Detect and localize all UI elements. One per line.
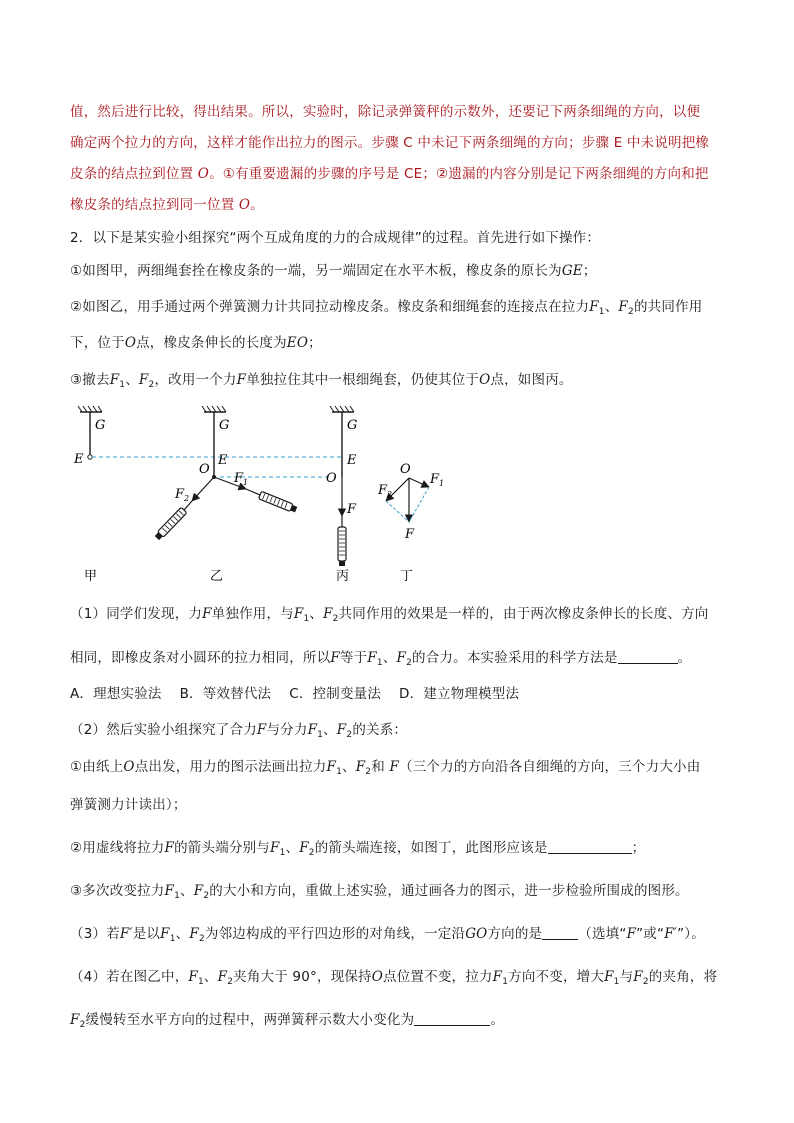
sub-question-1-line-1: （1）同学们发现，力F单独作用，与$F_1$、$F_2$共同作用的效果是一样的，由于两次橡皮条伸长的长度、方向 [70,606,709,624]
label-E-jia: E [74,452,84,467]
label-G-bing: G [347,418,358,433]
sub-2-step-1-line-2: 弹簧测力计读出）； [70,797,187,813]
dashed-F1-F [409,487,429,522]
label-F1-yi: $F_1$ [234,471,249,487]
figure-bing [326,406,357,566]
figure-yi [154,406,298,541]
question-intro: 2．以下是某实验小组探究“两个互成角度的力的合成规律”的过程。首先进行如下操作： [70,230,601,246]
answer-line-2: 确定两个拉力的方向，这样才能作出拉力的图示。步骤 C 中未记下两条细绳的方向；步骤 E 中未说明把橡 [70,135,710,151]
answer-blank-2[interactable] [548,839,632,854]
experiment-figure [60,400,480,590]
sub-question-3: （3）若F′是以$F_1$、$F_2$为邻边构成的平行四边形的对角线，一定沿GO方向的是 （选填“F”或“F′”）。 [70,926,705,944]
sub-2-step-2: ②用虚线将拉力F的箭头端分别与$F_1$、$F_2$的箭头端连接，如图丁，此图形应该是 ； [70,840,646,858]
hatch-jia [78,406,102,412]
label-E-bing: E [347,453,357,468]
answer-line-4: 橡皮条的结点拉到同一位置 O。 [70,197,264,213]
label-O-yi: O [199,462,210,477]
panel-label-jia: 甲 [84,569,98,584]
spring-scale-3 [338,527,346,566]
sub-question-4-line-2: $F_2$缓慢转至水平方向的过程中，两弹簧秤示数大小变化为 。 [70,1012,505,1030]
hatch-bing [330,406,354,412]
figure-ding [377,462,444,542]
sub-2-step-1-line-1: ①由纸上O点出发，用力的图示法画出拉力$F_1$、$F_2$和 F（三个力的方向沿各自细绳的方向，三个力大小由 [70,759,701,777]
step-1: ①如图甲，两细绳套拴在橡皮条的一端，另一端固定在水平木板，橡皮条的原长为GE； [70,263,597,279]
sub-2-step-3: ③多次改变拉力$F_1$、$F_2$的大小和方向，重做上述实验，通过画各力的图示，进一步检验所围成的图形。 [70,883,689,901]
label-F-ding: F [405,527,415,542]
answer-blank-3[interactable] [542,925,578,940]
options-line: A．理想实验法 B．等效替代法 C．控制变量法 D．建立物理模型法 [70,686,520,702]
answer-blank-1[interactable] [618,649,678,664]
label-F2-yi: $F_2$ [175,487,190,503]
figure-jia [73,406,105,467]
F1-arrow-ding [409,478,429,487]
panel-label-ding: 丁 [400,569,414,584]
label-E-yi: E [218,453,228,468]
panel-label-bing: 丙 [336,569,350,584]
step-2-line-1: ②如图乙，用手通过两个弹簧测力计共同拉动橡皮条。橡皮条和细绳套的连接点在拉力$F_1$、$F_2$的共同作用 [70,299,703,317]
label-G-jia: G [95,418,106,433]
knot-jia [88,455,92,459]
label-F-bing: F [347,502,357,517]
step-3: ③撤去$F_1$、$F_2$，改用一个力F单独拉住其中一根细绳套，仍使其位于O点，如图丙。 [70,372,573,390]
F2-arrow-yi [192,477,214,501]
step-2-line-2: 下，位于O点，橡皮条伸长的长度为EO； [70,335,322,351]
label-G-yi: G [219,418,230,433]
answer-blank-4[interactable] [414,1011,490,1026]
spring-scale-2 [154,507,187,541]
answer-line-1: 值，然后进行比较，得出结果。所以，实验时，除记录弹簧秤的示数外，还要记下两条细绳的方向，以便 [70,104,701,120]
answer-line-3: 皮条的结点拉到位置 O。①有重要遗漏的步骤的序号是 CE；②遗漏的内容分别是记下两条细绳的方向和把 [70,166,709,182]
string-1 [246,489,260,495]
sub-question-4-line-1: （4）若在图乙中，$F_1$、$F_2$夹角大于 90°，现保持O点位置不变，拉力$F_1$方向不变，增大$F_1$与$F_2$的夹角，将 [70,969,718,987]
hatch-yi [202,406,226,412]
label-O-bing: O [326,471,337,486]
panel-label-yi: 乙 [210,569,224,584]
label-F1-ding: $F_1$ [430,472,445,488]
sub-question-1-line-2: 相同，即橡皮条对小圆环的拉力相同，所以F等于$F_1$、$F_2$的合力。本实验采用的科学方法是 。 [70,650,692,668]
label-O-ding: O [400,462,411,477]
label-F2-ding: $F_2$ [378,483,393,499]
spring-scale-1 [259,491,298,513]
sub-question-2: （2）然后实验小组探究了合力F与分力$F_1$、$F_2$的关系： [70,722,408,740]
dashed-F2-F [386,501,409,522]
